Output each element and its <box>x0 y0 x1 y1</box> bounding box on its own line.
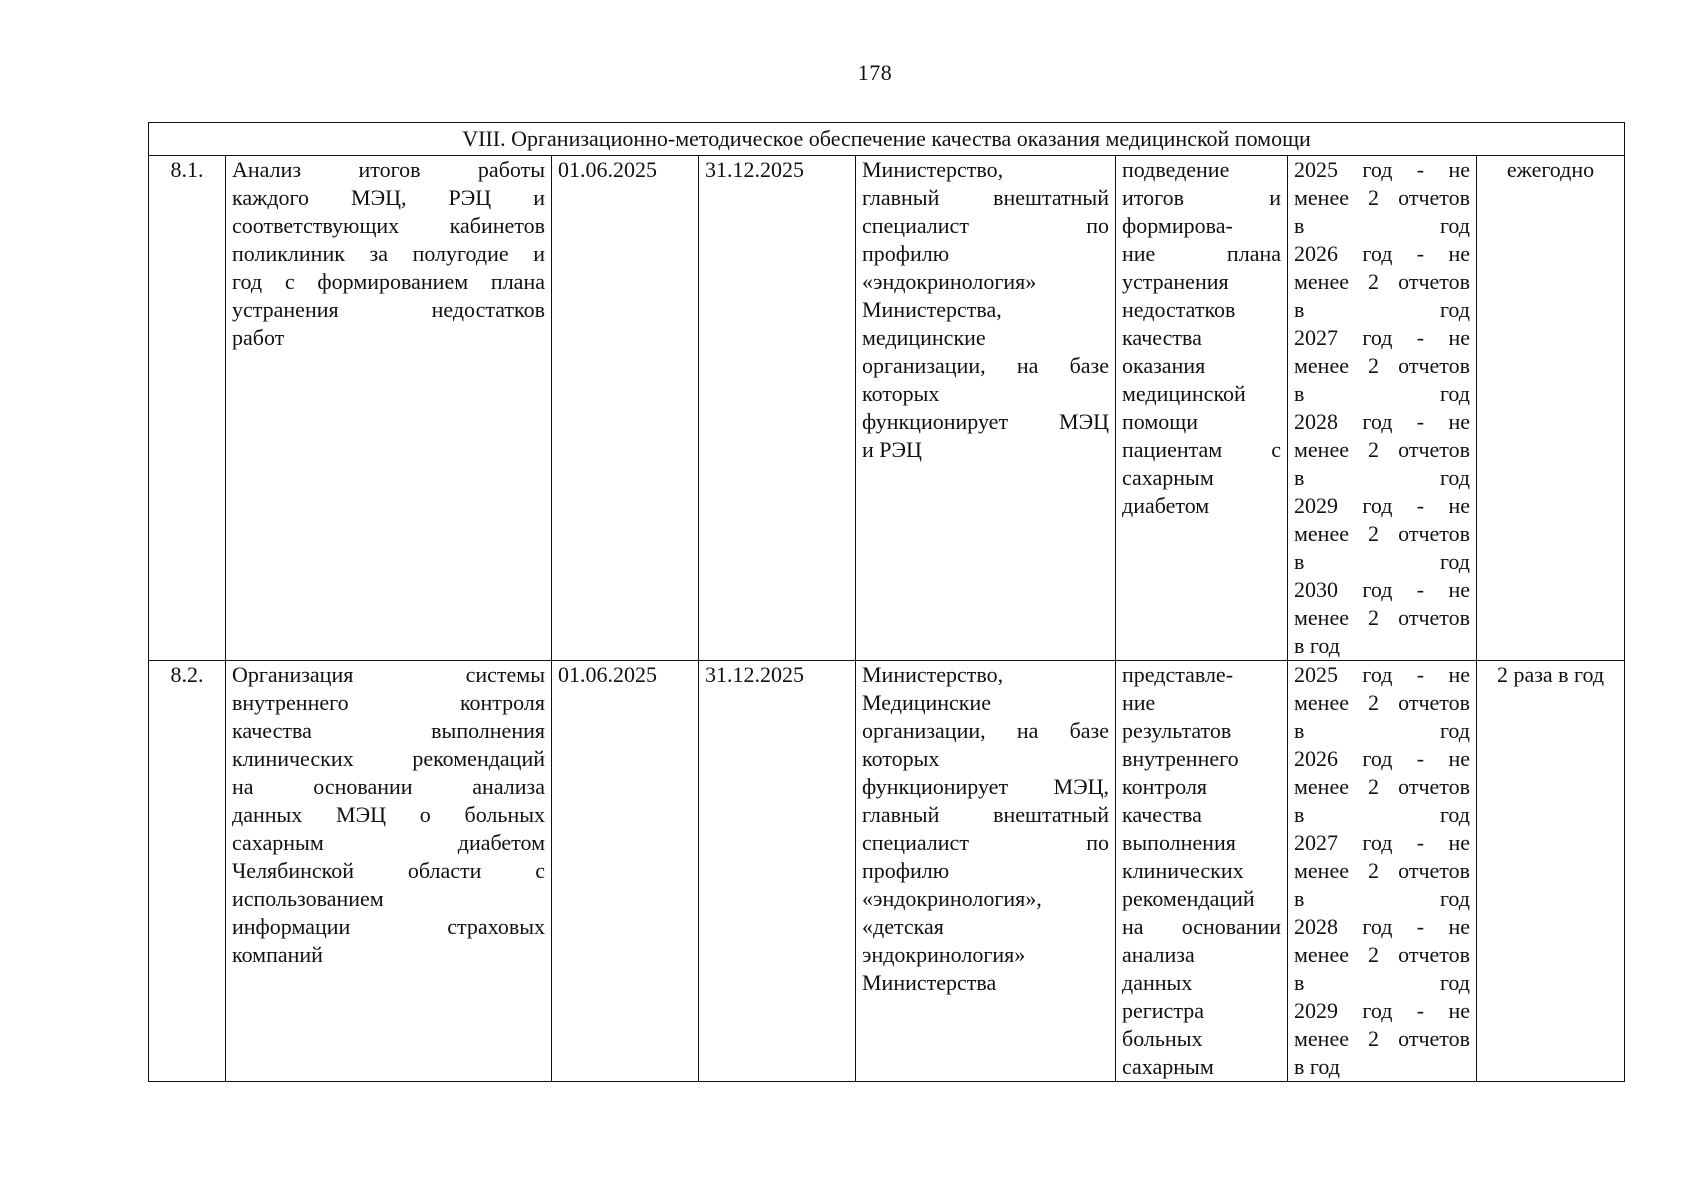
cell-text-line: внутреннего <box>1122 746 1239 771</box>
cell-text-line: в год <box>1294 297 1470 322</box>
cell-text-line: и РЭЦ <box>862 437 922 462</box>
cell-text-line: «эндокринология» <box>862 269 1037 294</box>
cell-text-line: в год <box>1294 213 1470 238</box>
cell-text-line: в год <box>1294 549 1470 574</box>
row-end-date: 31.12.2025 <box>699 661 856 1082</box>
cell-text-line: функционирует МЭЦ, <box>862 774 1109 799</box>
cell-text-line: в год <box>1294 633 1340 658</box>
row-number: 8.1. <box>149 156 226 661</box>
cell-text-line: каждого МЭЦ, РЭЦ и <box>232 185 545 210</box>
cell-text-line: менее 2 отчетов <box>1294 521 1470 546</box>
page-number: 178 <box>857 60 893 85</box>
cell-text-line: эндокринология» <box>862 942 1026 967</box>
cell-text-line: итогов и <box>1122 185 1281 210</box>
cell-text-line: в год <box>1294 802 1470 827</box>
cell-text-line: «эндокринология», <box>862 886 1042 911</box>
cell-text-line: специалист по <box>862 213 1109 238</box>
table-row <box>149 156 1625 661</box>
section-header-row <box>149 123 1625 156</box>
cell-text-line: качества <box>1122 802 1202 827</box>
cell-text-line: анализа <box>1122 942 1195 967</box>
cell-text-line: ние <box>1122 690 1156 715</box>
cell-text-line: которых <box>862 381 940 406</box>
cell-text-line: формирова- <box>1122 213 1233 238</box>
cell-text-line: результатов <box>1122 718 1232 743</box>
cell-text-line: 2027 год - не <box>1294 830 1470 855</box>
cell-text-line: Министерство, <box>862 662 1004 687</box>
cell-text-line: информации страховых <box>232 914 545 939</box>
section-title: VIII. Организационно-методическое обеспечение качества оказания медицинской помощи <box>149 123 1625 156</box>
cell-text-line: менее 2 отчетов <box>1294 774 1470 799</box>
cell-text-line: сахарным диабетом <box>232 830 545 855</box>
cell-text-line: соответствующих кабинетов <box>232 213 545 238</box>
cell-text-line: в год <box>1294 1054 1340 1079</box>
cell-text-line: больных <box>1122 1026 1203 1051</box>
cell-text-line: выполнения <box>1122 830 1236 855</box>
cell-text-line: на основании <box>1122 914 1281 939</box>
cell-text-line: качества <box>1122 325 1202 350</box>
cell-text-line: Организация системы <box>232 662 545 687</box>
cell-text-line: работ <box>232 325 285 350</box>
cell-text-line: ние плана <box>1122 241 1281 266</box>
cell-text-line: год с формированием плана <box>232 269 545 294</box>
cell-text-line: 2025 год - не <box>1294 157 1470 182</box>
cell-text-line: Челябинской области с <box>232 858 545 883</box>
cell-text-line: оказания <box>1122 353 1206 378</box>
cell-text-line: подведение <box>1122 157 1230 182</box>
cell-text-line: контроля <box>1122 774 1208 799</box>
cell-text-line: в год <box>1294 718 1470 743</box>
cell-text-line: профилю <box>862 241 950 266</box>
cell-text-line: данных МЭЦ о больных <box>232 802 545 827</box>
cell-text-line: Министерство, <box>862 157 1004 182</box>
cell-text-line: главный внештатный <box>862 802 1109 827</box>
row-result <box>1116 661 1288 1082</box>
cell-text-line: Анализ итогов работы <box>232 157 545 182</box>
cell-text-line: 2030 год - не <box>1294 577 1470 602</box>
row-periodicity: 2 раза в год <box>1477 661 1625 1082</box>
cell-text-line: рекомендаций <box>1122 886 1255 911</box>
cell-text-line: на основании анализа <box>232 774 545 799</box>
cell-text-line: специалист по <box>862 830 1109 855</box>
cell-text-line: менее 2 отчетов <box>1294 353 1470 378</box>
cell-text-line: 2027 год - не <box>1294 325 1470 350</box>
cell-text-line: менее 2 отчетов <box>1294 690 1470 715</box>
cell-text-line: 2028 год - не <box>1294 409 1470 434</box>
cell-text-line: данных <box>1122 970 1193 995</box>
cell-text-line: помощи <box>1122 409 1198 434</box>
cell-text-line: 2025 год - не <box>1294 662 1470 687</box>
cell-text-line: 2029 год - не <box>1294 998 1470 1023</box>
cell-text-line: в год <box>1294 465 1470 490</box>
row-start-date: 01.06.2025 <box>552 156 699 661</box>
cell-text-line: менее 2 отчетов <box>1294 185 1470 210</box>
cell-text-line: устранения недостатков <box>232 297 545 322</box>
cell-text-line: внутреннего контроля <box>232 690 545 715</box>
cell-text-line: организации, на базе <box>862 718 1109 743</box>
cell-text-line: Министерства <box>862 970 997 995</box>
cell-text-line: Медицинские <box>862 690 992 715</box>
measures-table <box>148 122 1625 1082</box>
cell-text-line: качества выполнения <box>232 718 545 743</box>
cell-text-line: медицинской <box>1122 381 1246 406</box>
cell-text-line: менее 2 отчетов <box>1294 269 1470 294</box>
cell-text-line: клинических рекомендаций <box>232 746 545 771</box>
cell-text-line: профилю <box>862 858 950 883</box>
cell-text-line: «детская <box>862 914 944 939</box>
row-responsible <box>856 156 1116 661</box>
cell-text-line: представле- <box>1122 662 1234 687</box>
table-row <box>149 661 1625 1082</box>
cell-text-line: медицинские <box>862 325 986 350</box>
cell-text-line: менее 2 отчетов <box>1294 437 1470 462</box>
cell-text-line: пациентам с <box>1122 437 1281 462</box>
cell-text-line: поликлиник за полугодие и <box>232 241 545 266</box>
cell-text-line: организации, на базе <box>862 353 1109 378</box>
cell-text-line: в год <box>1294 886 1470 911</box>
cell-text-line: 2028 год - не <box>1294 914 1470 939</box>
row-start-date: 01.06.2025 <box>552 661 699 1082</box>
cell-text-line: 2026 год - не <box>1294 746 1470 771</box>
cell-text-line: которых <box>862 746 940 771</box>
cell-text-line: компаний <box>232 942 323 967</box>
cell-text-line: сахарным <box>1122 465 1214 490</box>
cell-text-line: менее 2 отчетов <box>1294 858 1470 883</box>
cell-text-line: диабетом <box>1122 493 1210 518</box>
cell-text-line: в год <box>1294 381 1470 406</box>
cell-text-line: устранения <box>1122 269 1229 294</box>
row-end-date: 31.12.2025 <box>699 156 856 661</box>
cell-text-line: менее 2 отчетов <box>1294 942 1470 967</box>
cell-text-line: недостатков <box>1122 297 1236 322</box>
cell-text-line: регистра <box>1122 998 1204 1023</box>
cell-text-line: клинических <box>1122 858 1244 883</box>
cell-text-line: в год <box>1294 970 1470 995</box>
cell-text-line: 2026 год - не <box>1294 241 1470 266</box>
row-periodicity: ежегодно <box>1477 156 1625 661</box>
cell-text-line: менее 2 отчетов <box>1294 605 1470 630</box>
cell-text-line: 2029 год - не <box>1294 493 1470 518</box>
row-description <box>226 661 552 1082</box>
cell-text-line: менее 2 отчетов <box>1294 1026 1470 1051</box>
cell-text-line: главный внештатный <box>862 185 1109 210</box>
row-number: 8.2. <box>149 661 226 1082</box>
cell-text-line: функционирует МЭЦ <box>862 409 1109 434</box>
row-responsible <box>856 661 1116 1082</box>
row-result <box>1116 156 1288 661</box>
cell-text-line: использованием <box>232 886 384 911</box>
row-description <box>226 156 552 661</box>
cell-text-line: сахарным <box>1122 1054 1214 1079</box>
cell-text-line: Министерства, <box>862 297 1002 322</box>
row-indicator <box>1288 661 1477 1082</box>
row-indicator <box>1288 156 1477 661</box>
